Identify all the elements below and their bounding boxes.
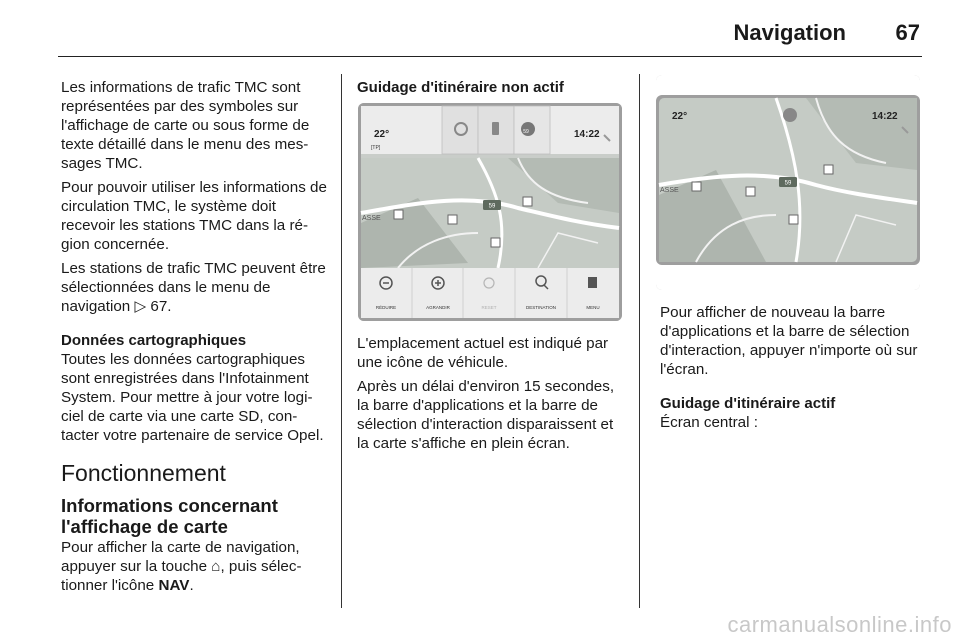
infotainment-screen-fullscreen-map [656,75,920,290]
infotainment-screen-with-bars [358,103,622,321]
nav-icon-label: NAV [158,577,190,594]
middle-column [357,78,627,102]
screen-road-label: 59 [488,203,496,210]
screen-button-reset[interactable]: RESET [481,305,497,310]
screen-button-menu[interactable]: MENU [586,305,600,310]
vehicle-icon-paragraph: L'emplacement actuel est indiqué par une icône de véhicule. [357,335,609,371]
map-data-paragraph: Toutes les données cartographiques sont enregistrées dans l'Infotainment System. Pour mettre à jour votre logi-ciel de carte via une carte SD, con-tacter votre partenaire de service Opel. [61,351,324,444]
tmc-reception-paragraph: Pour pouvoir utiliser les informations de circulation TMC, le système doit recevoir les stations TMC dans la ré-gion concernée. [61,179,327,253]
screen-temperature: 22° [374,129,390,140]
section-heading: Fonctionnement [61,460,226,486]
screen-button-enlarge[interactable]: AGRANDIR [426,305,450,310]
tmc-stations-paragraph: Les stations de trafic TMC peuvent être sélectionnées dans le menu de navigation ▷ 67. [61,260,326,315]
full-screen-road-label: 59 [784,180,792,187]
full-screen-place-label: ASSE [660,187,679,194]
chapter-title: Navigation [733,20,846,45]
full-screen-clock: 14:22 [872,111,898,122]
active-guidance-heading: Guidage d'itinéraire actif [660,395,836,412]
map-display-paragraph: Pour afficher la carte de navigation, appuyer sur la touche ⌂, puis sélec-tionner l'icône NAV. [61,539,302,594]
screen-button-destination[interactable]: DESTINATION [526,305,556,310]
screen-nav-icon-label: 59 [523,129,529,135]
timeout-paragraph: Après un délai d'environ 15 secondes, la barre d'applications et la barre de sélection d'interaction disparaissent et la carte s'affiche en plein écran. [357,378,615,452]
header-rule [58,56,922,57]
map-illustration [358,103,622,321]
page-number: 67 [895,20,920,45]
screen-place-label: ASSE [362,215,381,222]
tmc-paragraph: Les informations de trafic TMC sont représentées par des symboles sur l'affichage de carte ou sous forme de texte détaillé dans le menu des mes-sages TMC. [61,79,310,172]
column-divider-1 [341,74,342,608]
home-key-icon: ⌂ [211,558,221,575]
middle-column-text [357,334,627,458]
screen-clock: 14:22 [574,129,600,140]
subsection-heading: Informations concernant l'affichage de carte [61,495,278,537]
reshow-bars-paragraph: Pour afficher de nouveau la barre d'applications et la barre de sélection d'interaction, appuyer n'importe où sur l'écran. [660,304,918,378]
watermark-brand: carmanualsonline.info [727,612,952,637]
left-column [61,78,329,600]
page-ref-link[interactable]: 67. [150,298,172,315]
right-column-text [660,303,925,437]
full-screen-temperature: 22° [672,111,688,122]
inactive-guidance-heading: Guidage d'itinéraire non actif [357,79,564,96]
column-divider-2 [639,74,640,608]
screen-tp-indicator: [TP] [371,145,381,151]
page-header [58,0,922,55]
central-screen-label: Écran central : [660,414,758,431]
map-data-heading: Données cartographiques [61,332,247,349]
page-ref-icon: ▷ [134,298,147,315]
screen-button-reduce[interactable]: RÉDUIRE [375,305,397,310]
fullscreen-map-illustration [656,75,920,290]
